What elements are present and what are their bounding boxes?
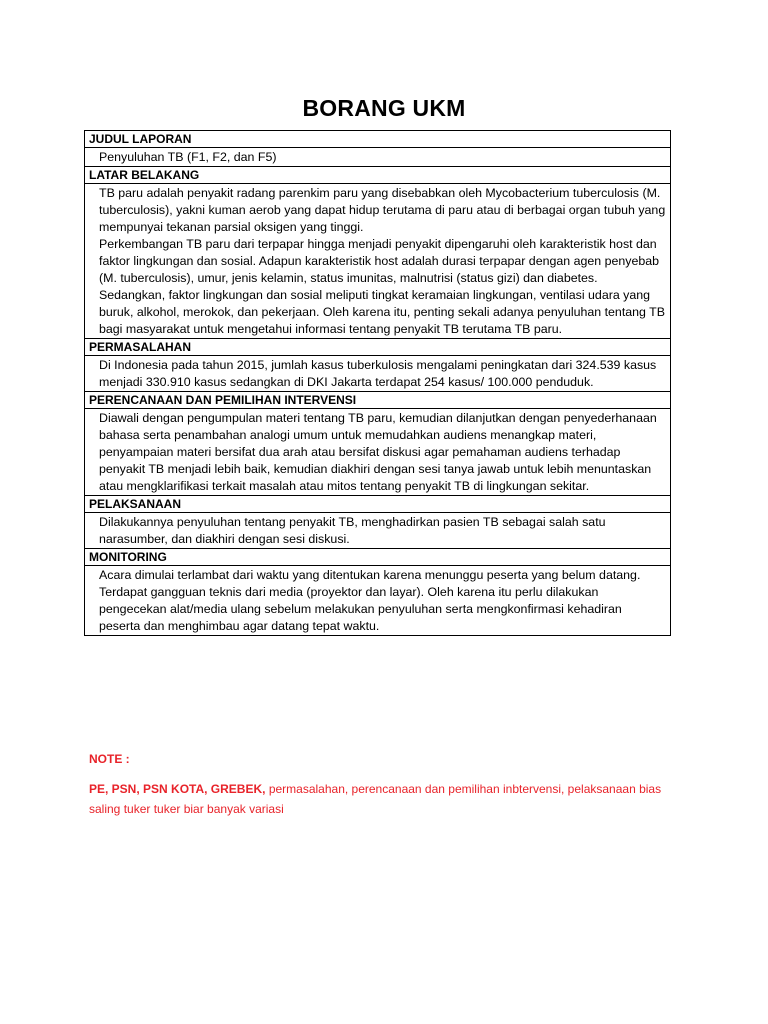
report-form [84,130,671,636]
note-label: NOTE : [89,752,130,766]
section-heading: LATAR BELAKANG [85,167,670,184]
section-paragraph: Penyuluhan TB (F1, F2, dan F5) [99,150,277,164]
section-paragraph: Diawali dengan pengumpulan materi tentang TB paru, kemudian dilanjutkan dengan penyederhanaan bahasa serta penambahan analogi umum untuk memudahkan audiens menangkap materi, penyampaian materi bersifat dua arah atau bersifat diskusi agar pemahaman audiens terhadap penyakit TB menjadi lebih baik, kemudian diakhiri dengan sesi tanya jawab untuk lebih menuntaskan atau mengklarifikasi terkait masalah atau mitos tentang penyakit TB di lingkungan sekitar. [99,411,657,493]
section-body [85,184,670,339]
section-perencanaan [85,392,670,496]
section-paragraph: Acara dimulai terlambat dari waktu yang ditentukan karena menunggu peserta yang belum datang. Terdapat gangguan teknis dari media (proyektor dan layar). Oleh karena itu perlu dilakukan pengecekan alat/media ulang sebelum melakukan penyuluhan serta mengkonfirmasi kehadiran peserta dan menghimbau agar datang tepat waktu. [99,568,641,633]
note-body-text: permasalahan, perencanaan dan pemilihan inbtervensi, pelaksanaan bias saling tuker tuker biar banyak variasi [89,782,662,816]
section-body [85,409,670,496]
section-heading: PELAKSANAAN [85,496,670,513]
section-paragraph: Di Indonesia pada tahun 2015, jumlah kasus tuberkulosis mengalami peningkatan dari 324.539 kasus menjadi 330.910 kasus sedangkan di DKI Jakarta terdapat 254 kasus/ 100.000 penduduk. [99,358,657,389]
section-judul-laporan [85,131,670,167]
section-body [85,356,670,392]
section-permasalahan [85,339,670,392]
section-monitoring [85,549,670,635]
section-body [85,513,670,549]
section-latar-belakang [85,167,670,339]
page-title: BORANG UKM [302,95,466,121]
section-heading: MONITORING [85,549,670,566]
note-text [89,779,679,819]
section-heading: PERMASALAHAN [85,339,670,356]
section-body [85,148,670,167]
section-heading: PERENCANAAN DAN PEMILIHAN INTERVENSI [85,392,670,409]
section-body [85,566,670,635]
section-paragraph: Perkembangan TB paru dari terpapar hingga menjadi penyakit dipengaruhi oleh karakteristik host dan faktor lingkungan dan sosial. Adapun karakteristik host adalah durasi terpapar dengan agen penyebab (M. tuberculosis), umur, jenis kelamin, status imunitas, malnutrisi (status gizi) dan diabetes. Sedangkan, faktor lingkungan dan sosial meliputi tingkat keramaian lingkungan, ventilasi udara yang buruk, alkohol, merokok, dan pekerjaan. Oleh karena itu, penting sekali adanya penyuluhan tentang TB bagi masyarakat untuk mengetahui informasi tentang penyakit TB terutama TB paru. [99,237,665,336]
note-bold-text: PE, PSN, PSN KOTA, GREBEK, [89,782,266,796]
section-paragraph: Dilakukannya penyuluhan tentang penyakit TB, menghadirkan pasien TB sebagai salah satu narasumber, dan diakhiri dengan sesi diskusi. [99,515,606,546]
section-pelaksanaan [85,496,670,549]
section-heading: JUDUL LAPORAN [85,131,670,148]
section-paragraph: TB paru adalah penyakit radang parenkim paru yang disebabkan oleh Mycobacterium tuberculosis (M. tuberculosis), yakni kuman aerob yang dapat hidup terutama di paru atau di berbagai organ tubuh yang mempunyai tekanan parsial oksigen yang tinggi. [99,186,666,234]
